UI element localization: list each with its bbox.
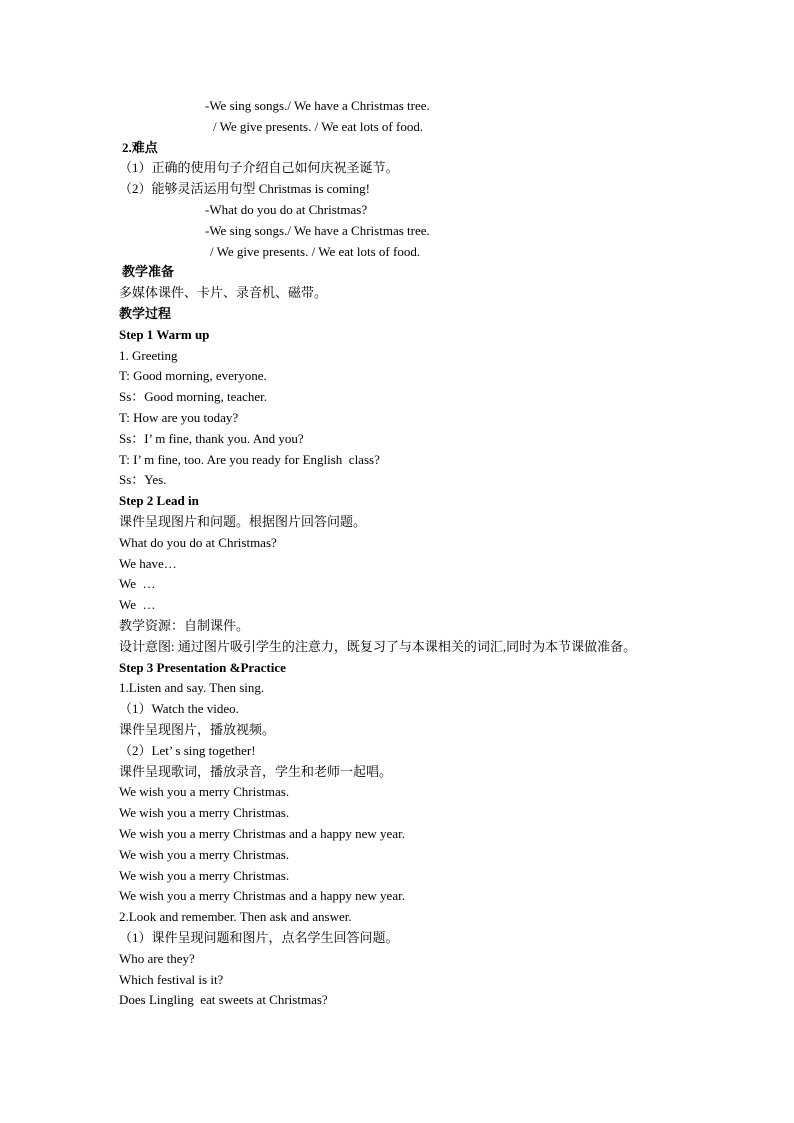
text-line: Ss：Good morning, teacher. bbox=[119, 389, 268, 405]
section-heading: Step 2 Lead in bbox=[119, 493, 199, 509]
text-line: （1）课件呈现问题和图片，点名学生回答问题。 bbox=[119, 930, 399, 945]
section-heading: 2.难点 bbox=[122, 139, 158, 155]
text-line: 2.Look and remember. Then ask and answer. bbox=[119, 909, 352, 925]
text-line: T: Good morning, everyone. bbox=[119, 368, 267, 384]
text-line: Ss：Yes. bbox=[119, 472, 167, 488]
text-line: -We sing songs./ We have a Christmas tree. bbox=[205, 222, 430, 238]
text-line: （1）正确的使用句子介绍自己如何庆祝圣诞节。 bbox=[119, 160, 399, 176]
text-line: 课件呈现图片和问题。根据图片回答问题。 bbox=[119, 514, 367, 529]
text-line: We wish you a merry Christmas and a happy new year. bbox=[119, 888, 405, 904]
text-line: We wish you a merry Christmas. bbox=[119, 846, 290, 862]
section-heading: 教学准备 bbox=[122, 264, 175, 280]
section-heading: 教学过程 bbox=[119, 306, 172, 321]
text-line: 课件呈现图片，播放视频。 bbox=[119, 722, 276, 737]
text-line: We … bbox=[119, 597, 156, 613]
text-line: Who are they? bbox=[119, 950, 195, 966]
text-line: Does Lingling eat sweets at Christmas? bbox=[119, 992, 328, 1008]
text-line: 课件呈现歌词，播放录音，学生和老师一起唱。 bbox=[119, 763, 393, 779]
text-line: （2）Let’ s sing together! bbox=[119, 742, 256, 758]
text-line: （2）能够灵活运用句型 Christmas is coming! bbox=[119, 181, 370, 197]
text-line: Which festival is it? bbox=[119, 971, 224, 987]
text-line: We … bbox=[119, 576, 156, 592]
text-line: We wish you a merry Christmas and a happy new year. bbox=[119, 826, 405, 841]
text-line: 多媒体课件、卡片、录音机、磁带。 bbox=[119, 285, 328, 301]
text-line: Ss：I’ m fine, thank you. And you? bbox=[119, 430, 304, 446]
text-line: 1.Listen and say. Then sing. bbox=[119, 680, 265, 696]
text-line: T: I’ m fine, too. Are you ready for English class? bbox=[119, 451, 380, 467]
text-line: （1）Watch the video. bbox=[119, 701, 239, 717]
text-line: T: How are you today? bbox=[119, 410, 239, 425]
text-line: 设计意图: 通过图片吸引学生的注意力，既复习了与本课相关的词汇,同时为本节课做准备。 bbox=[119, 638, 637, 654]
text-line: -We sing songs./ We have a Christmas tree. bbox=[205, 98, 430, 113]
section-heading: Step 3 Presentation &Practice bbox=[119, 659, 286, 675]
text-line: / We give presents. / We eat lots of food. bbox=[210, 243, 421, 259]
text-line: 1. Greeting bbox=[119, 347, 178, 363]
text-line: We wish you a merry Christmas. bbox=[119, 805, 290, 821]
text-line: We wish you a merry Christmas. bbox=[119, 867, 290, 883]
text-line: We wish you a merry Christmas. bbox=[119, 784, 290, 800]
section-heading: Step 1 Warm up bbox=[119, 326, 210, 342]
text-line: / We give presents. / We eat lots of food. bbox=[213, 118, 424, 134]
text-line: 教学资源：自制课件。 bbox=[119, 618, 250, 633]
text-line: -What do you do at Christmas? bbox=[205, 202, 368, 217]
text-line: We have… bbox=[119, 555, 177, 571]
text-line: What do you do at Christmas? bbox=[119, 534, 277, 550]
